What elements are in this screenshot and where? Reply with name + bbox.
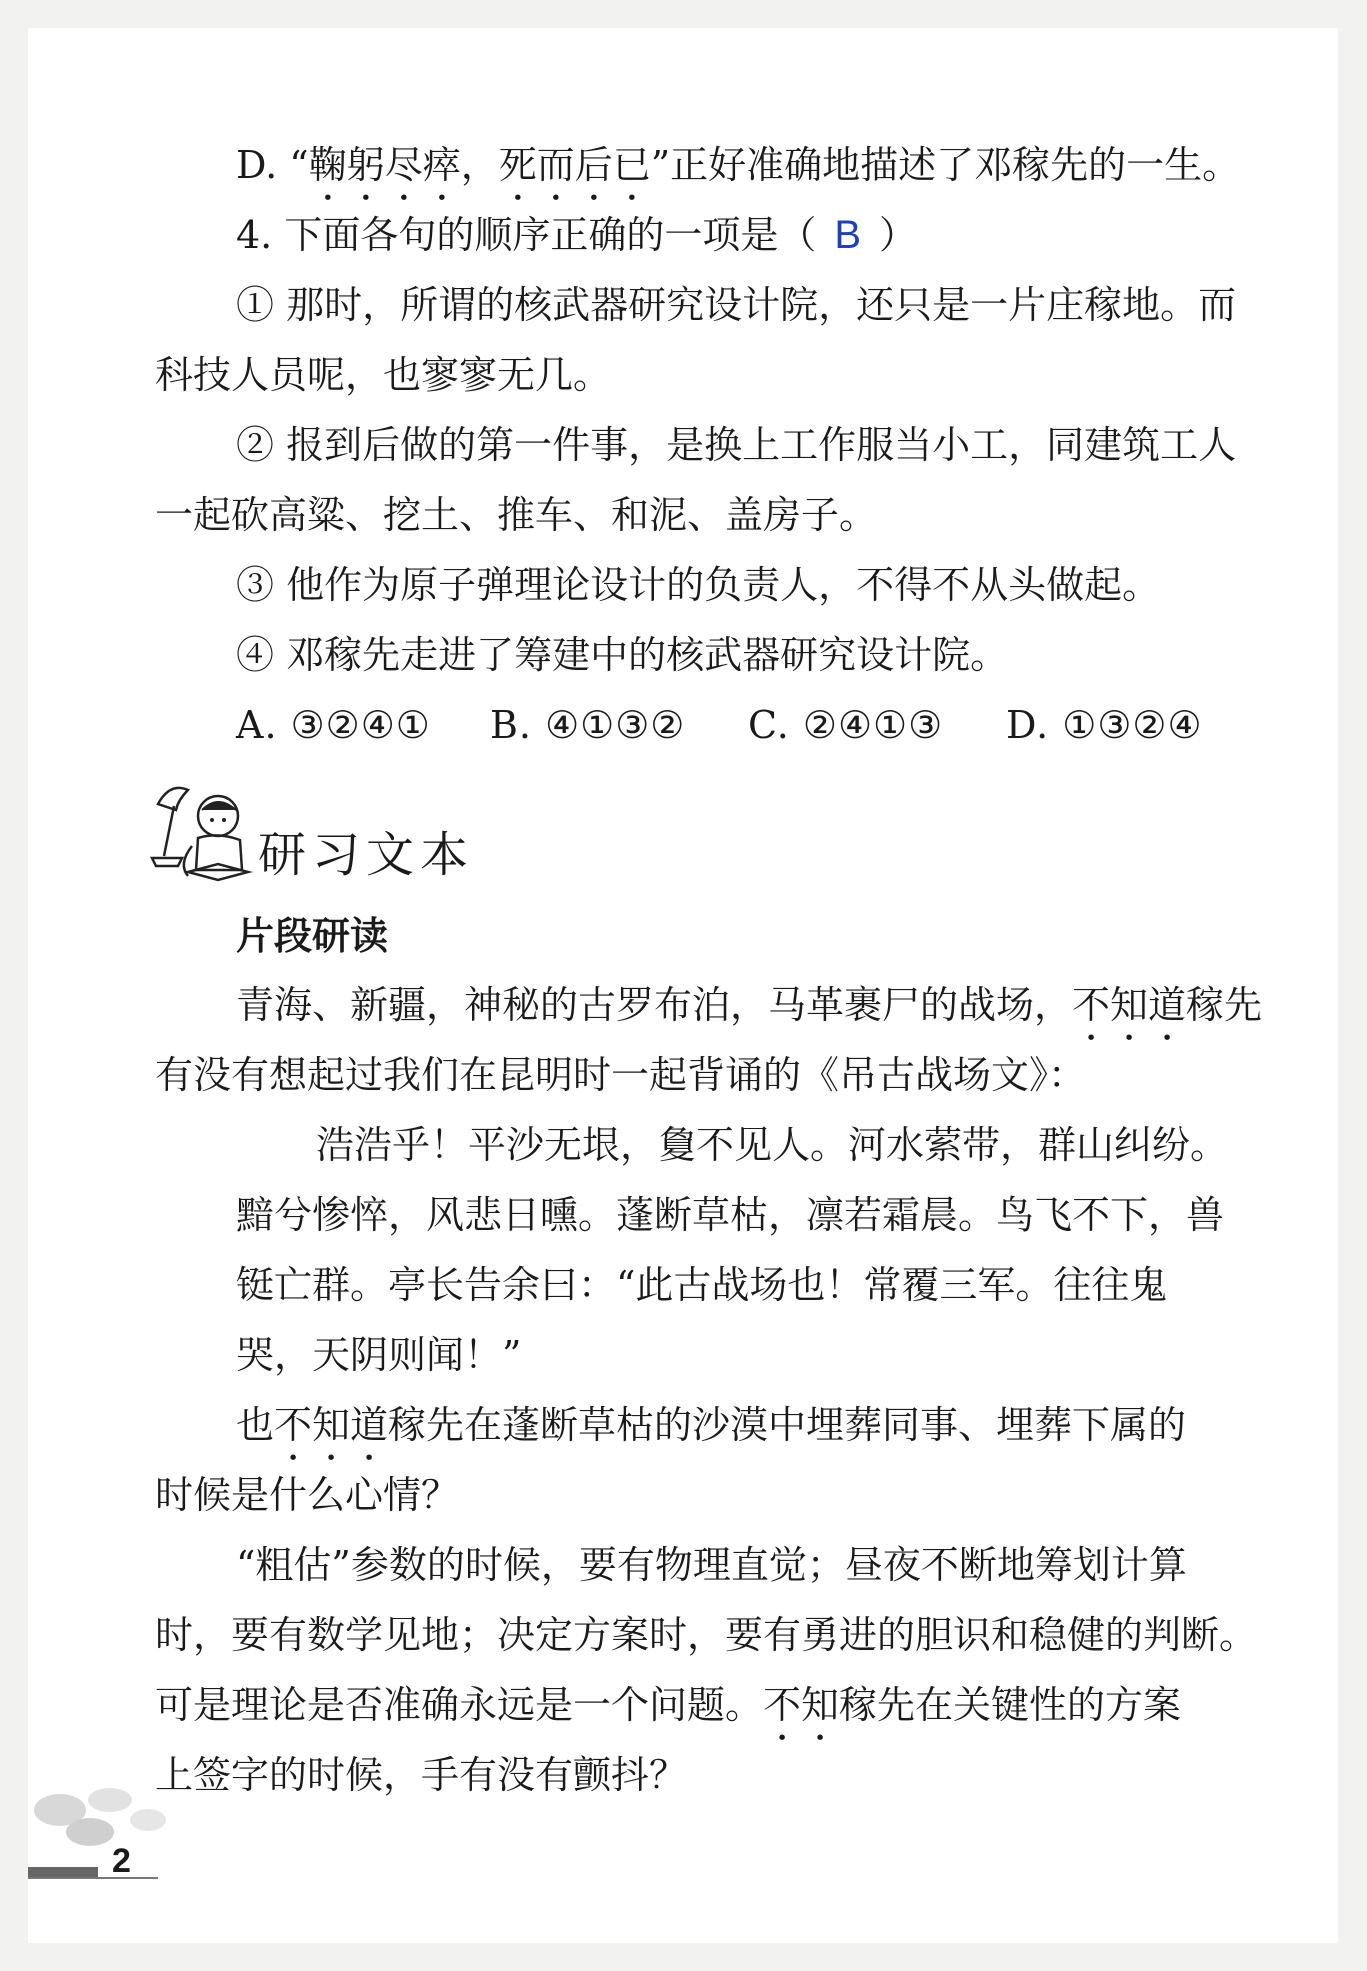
passage-line: 时候是什么心情？ — [155, 1473, 460, 1517]
emphasis-text: 不知道 — [274, 1403, 389, 1447]
q4-sentence-1-line-2: 科技人员呢，也寥寥无几。 — [155, 353, 612, 397]
q4-option-c: C. ②④①③ — [748, 703, 944, 747]
emphasis-text: 死而后已 — [498, 143, 651, 187]
section-subtitle: 片段研读 — [236, 914, 389, 958]
passage-line: 可是理论是否准确永远是一个问题。不知稼先在关键性的方案 — [155, 1683, 1182, 1727]
passage-line: 青海、新疆，神秘的古罗布泊，马革裹尸的战场，不知道稼先 — [236, 983, 1263, 1027]
passage-line: “粗估”参数的时候，要有物理直觉；昼夜不断地筹划计算 — [236, 1543, 1187, 1587]
section-title: 研习文本 — [258, 827, 475, 883]
passage-line: 上签字的时候，手有没有颤抖？ — [155, 1753, 688, 1797]
emphasis-text: 不知道 — [1072, 983, 1187, 1027]
passage-line: 时，要有数学见地；决定方案时，要有勇进的胆识和稳健的判断。 — [155, 1613, 1258, 1657]
q4-sentence-3: ③ 他作为原子弹理论设计的负责人，不得不从头做起。 — [236, 563, 1161, 607]
emphasis-text: 鞠躬尽瘁 — [308, 143, 461, 187]
page-number-bar — [28, 1867, 98, 1877]
passage-line: 也不知道稼先在蓬断草枯的沙漠中埋葬同事、埋葬下属的 — [236, 1403, 1187, 1447]
handwritten-answer: B — [834, 213, 862, 257]
q4-sentence-4: ④ 邓稼先走进了筹建中的核武器研究设计院。 — [236, 633, 1009, 677]
quote-line: 哭，天阴则闻！” — [236, 1333, 522, 1377]
page-number: 2 — [112, 1842, 131, 1880]
quote-line: 浩浩乎！平沙无垠，敻不见人。河水萦带，群山纠纷。 — [316, 1123, 1229, 1167]
q4-sentence-1-line-1: ① 那时，所谓的核武器研究设计院，还只是一片庄稼地。而 — [236, 283, 1237, 327]
quote-line: 黯兮惨悴，风悲日曛。蓬断草枯，凛若霜晨。鸟飞不下，兽 — [236, 1193, 1225, 1237]
q4-option-b: B. ④①③② — [490, 703, 686, 747]
corner-leaf-decoration-icon — [30, 1780, 180, 1860]
q4-sentence-2-line-1: ② 报到后做的第一件事，是换上工作服当小工，同建筑工人 — [236, 423, 1237, 467]
q4-sentence-2-line-2: 一起砍高粱、挖土、推车、和泥、盖房子。 — [155, 493, 878, 537]
passage-line: 有没有想起过我们在昆明时一起背诵的《吊古战场文》： — [155, 1053, 1087, 1097]
q4-option-a: A. ③②④① — [236, 703, 431, 747]
emphasis-text: 不知 — [763, 1683, 840, 1727]
study-desk-lamp-icon — [148, 776, 258, 886]
q4-stem: 4. 下面各句的顺序正确的一项是（ B ） — [236, 213, 918, 257]
q4-option-d: D. ①③②④ — [1006, 703, 1203, 747]
quote-line: 铤亡群。亭长告余曰：“此古战场也！常覆三军。往往鬼 — [236, 1263, 1168, 1307]
q3-option-d: D. “鞠躬尽瘁，死而后已”正好准确地描述了邓稼先的一生。 — [236, 143, 1241, 187]
page-number-rule — [28, 1877, 158, 1879]
